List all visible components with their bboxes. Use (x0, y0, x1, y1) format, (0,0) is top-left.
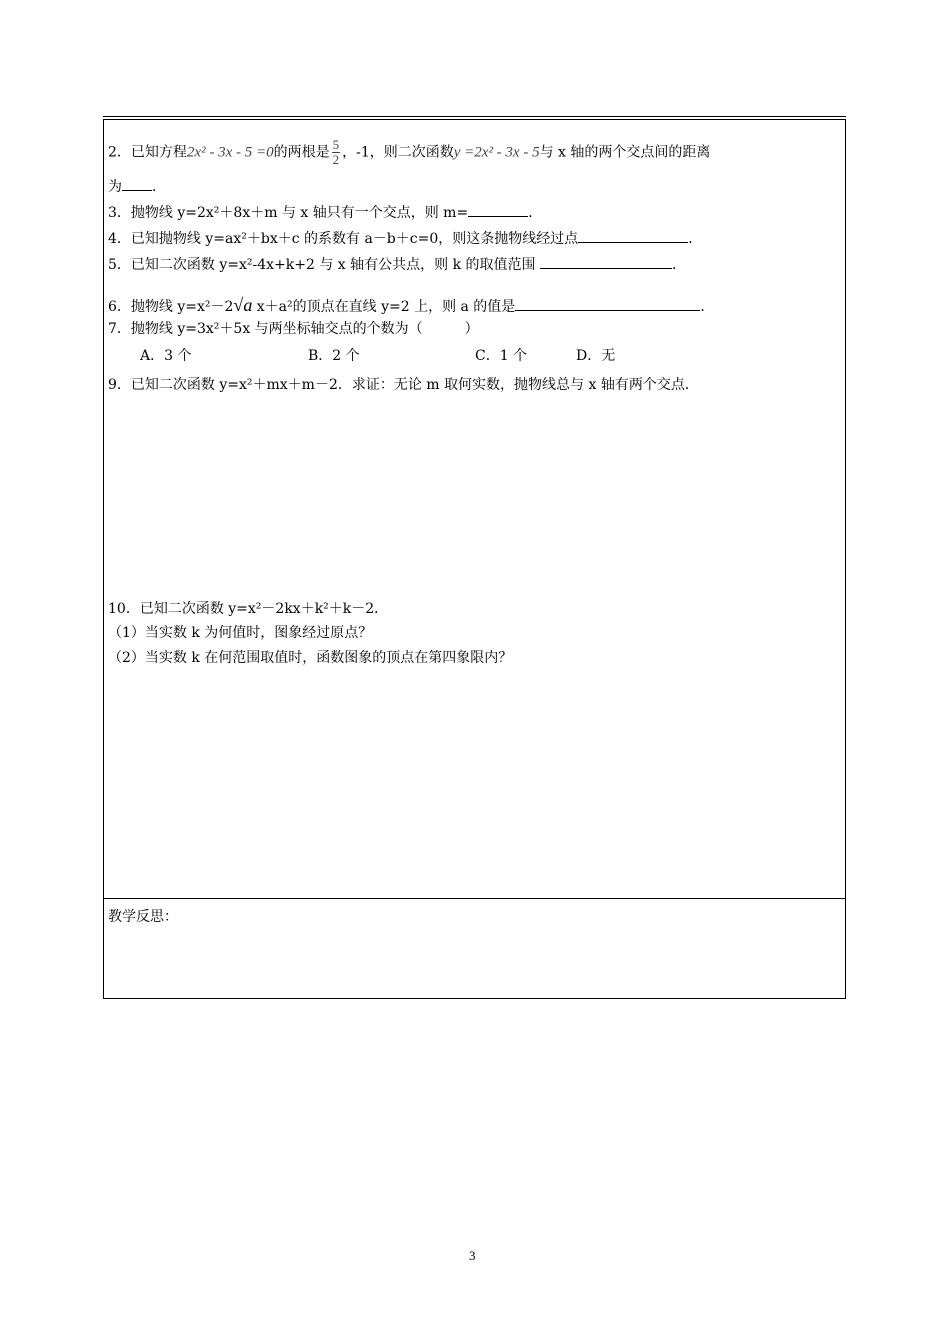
q6-end: ． (700, 299, 715, 315)
q7-option-c[interactable]: C．1 个 (475, 348, 528, 364)
q6-answer-blank[interactable] (515, 298, 700, 311)
q6-after: x＋a²的顶点在直线 y=2 上，则 a 的值是 (252, 299, 516, 315)
question-6 (108, 296, 714, 316)
q4-text: 4．已知抛物线 y=ax²＋bx＋c 的系数有 a－b＋c=0，则这条抛物线经过点 (108, 231, 579, 247)
question-2-line-2 (108, 178, 166, 196)
sqrt-symbol: √a (233, 295, 253, 315)
q10-part2-text: （2）当实数 k 在何范围取值时，函数图象的顶点在第四象限内？ (108, 650, 513, 666)
q2-roots-text: 的两根是 (273, 144, 330, 161)
q5-end: ． (671, 257, 686, 273)
q2-answer-blank[interactable] (122, 178, 152, 191)
q6-sqrt-var: a (243, 295, 253, 315)
q2-fraction-denominator: 2 (332, 152, 340, 167)
question-5 (108, 256, 686, 274)
q7-option-a[interactable]: A．3 个 (140, 348, 192, 364)
q2-equation: 2x² - 3x - 5 =0 (186, 144, 274, 161)
q3-end: ． (528, 205, 543, 221)
q4-end: ． (688, 231, 703, 247)
header-rule (103, 116, 846, 117)
q3-answer-blank[interactable] (468, 204, 528, 217)
q9-text: 9．已知二次函数 y=x²＋mx＋m－2．求证：无论 m 取何实数，抛物线总与 x 轴有两个交点． (108, 377, 699, 393)
q7-option-d[interactable]: D．无 (576, 348, 616, 364)
reflection-divider (104, 898, 845, 899)
q7-option-b[interactable]: B．2 个 (308, 348, 360, 364)
q2-suffix: 与 x 轴的两个交点间的距离 (539, 144, 711, 161)
question-10 (108, 600, 388, 618)
page-number: 3 (469, 1248, 476, 1263)
q10-part1-text: （1）当实数 k 为何值时，图象经过原点？ (108, 625, 373, 641)
q6-before: 6．抛物线 y=x²－2 (108, 299, 234, 315)
question-9 (108, 376, 699, 394)
reflection-label: 教学反思： (108, 909, 178, 925)
q7-text: 7．抛物线 y=3x²＋5x 与两坐标轴交点的个数为（ ） (108, 321, 479, 337)
q2-after-fraction: ，-1，则二次函数 (342, 144, 454, 161)
q2-fraction-numerator: 5 (332, 137, 340, 152)
q2-function: y =2x² - 3x - 5 (453, 144, 540, 161)
q2-fraction (332, 138, 341, 167)
question-4 (108, 230, 702, 248)
worksheet-box (103, 119, 846, 999)
question-2 (108, 138, 710, 167)
question-10-part-2 (108, 649, 512, 667)
q10-text: 10．已知二次函数 y=x²－2kx＋k²＋k－2． (108, 601, 389, 617)
q3-text: 3．抛物线 y=2x²＋8x＋m 与 x 轴只有一个交点，则 m= (108, 205, 469, 221)
q2-prefix: 2．已知方程 (108, 144, 187, 161)
question-7 (108, 320, 479, 338)
q5-text: 5．已知二次函数 y=x²-4x+k+2 与 x 轴有公共点，则 k 的取值范围 (108, 257, 540, 273)
q2-line2-text: 为 (108, 179, 122, 195)
q2-line2-end: ． (152, 179, 166, 195)
q4-answer-blank[interactable] (578, 230, 688, 243)
question-10-part-1 (108, 624, 372, 642)
question-3 (108, 204, 542, 222)
q5-answer-blank[interactable] (540, 256, 672, 269)
